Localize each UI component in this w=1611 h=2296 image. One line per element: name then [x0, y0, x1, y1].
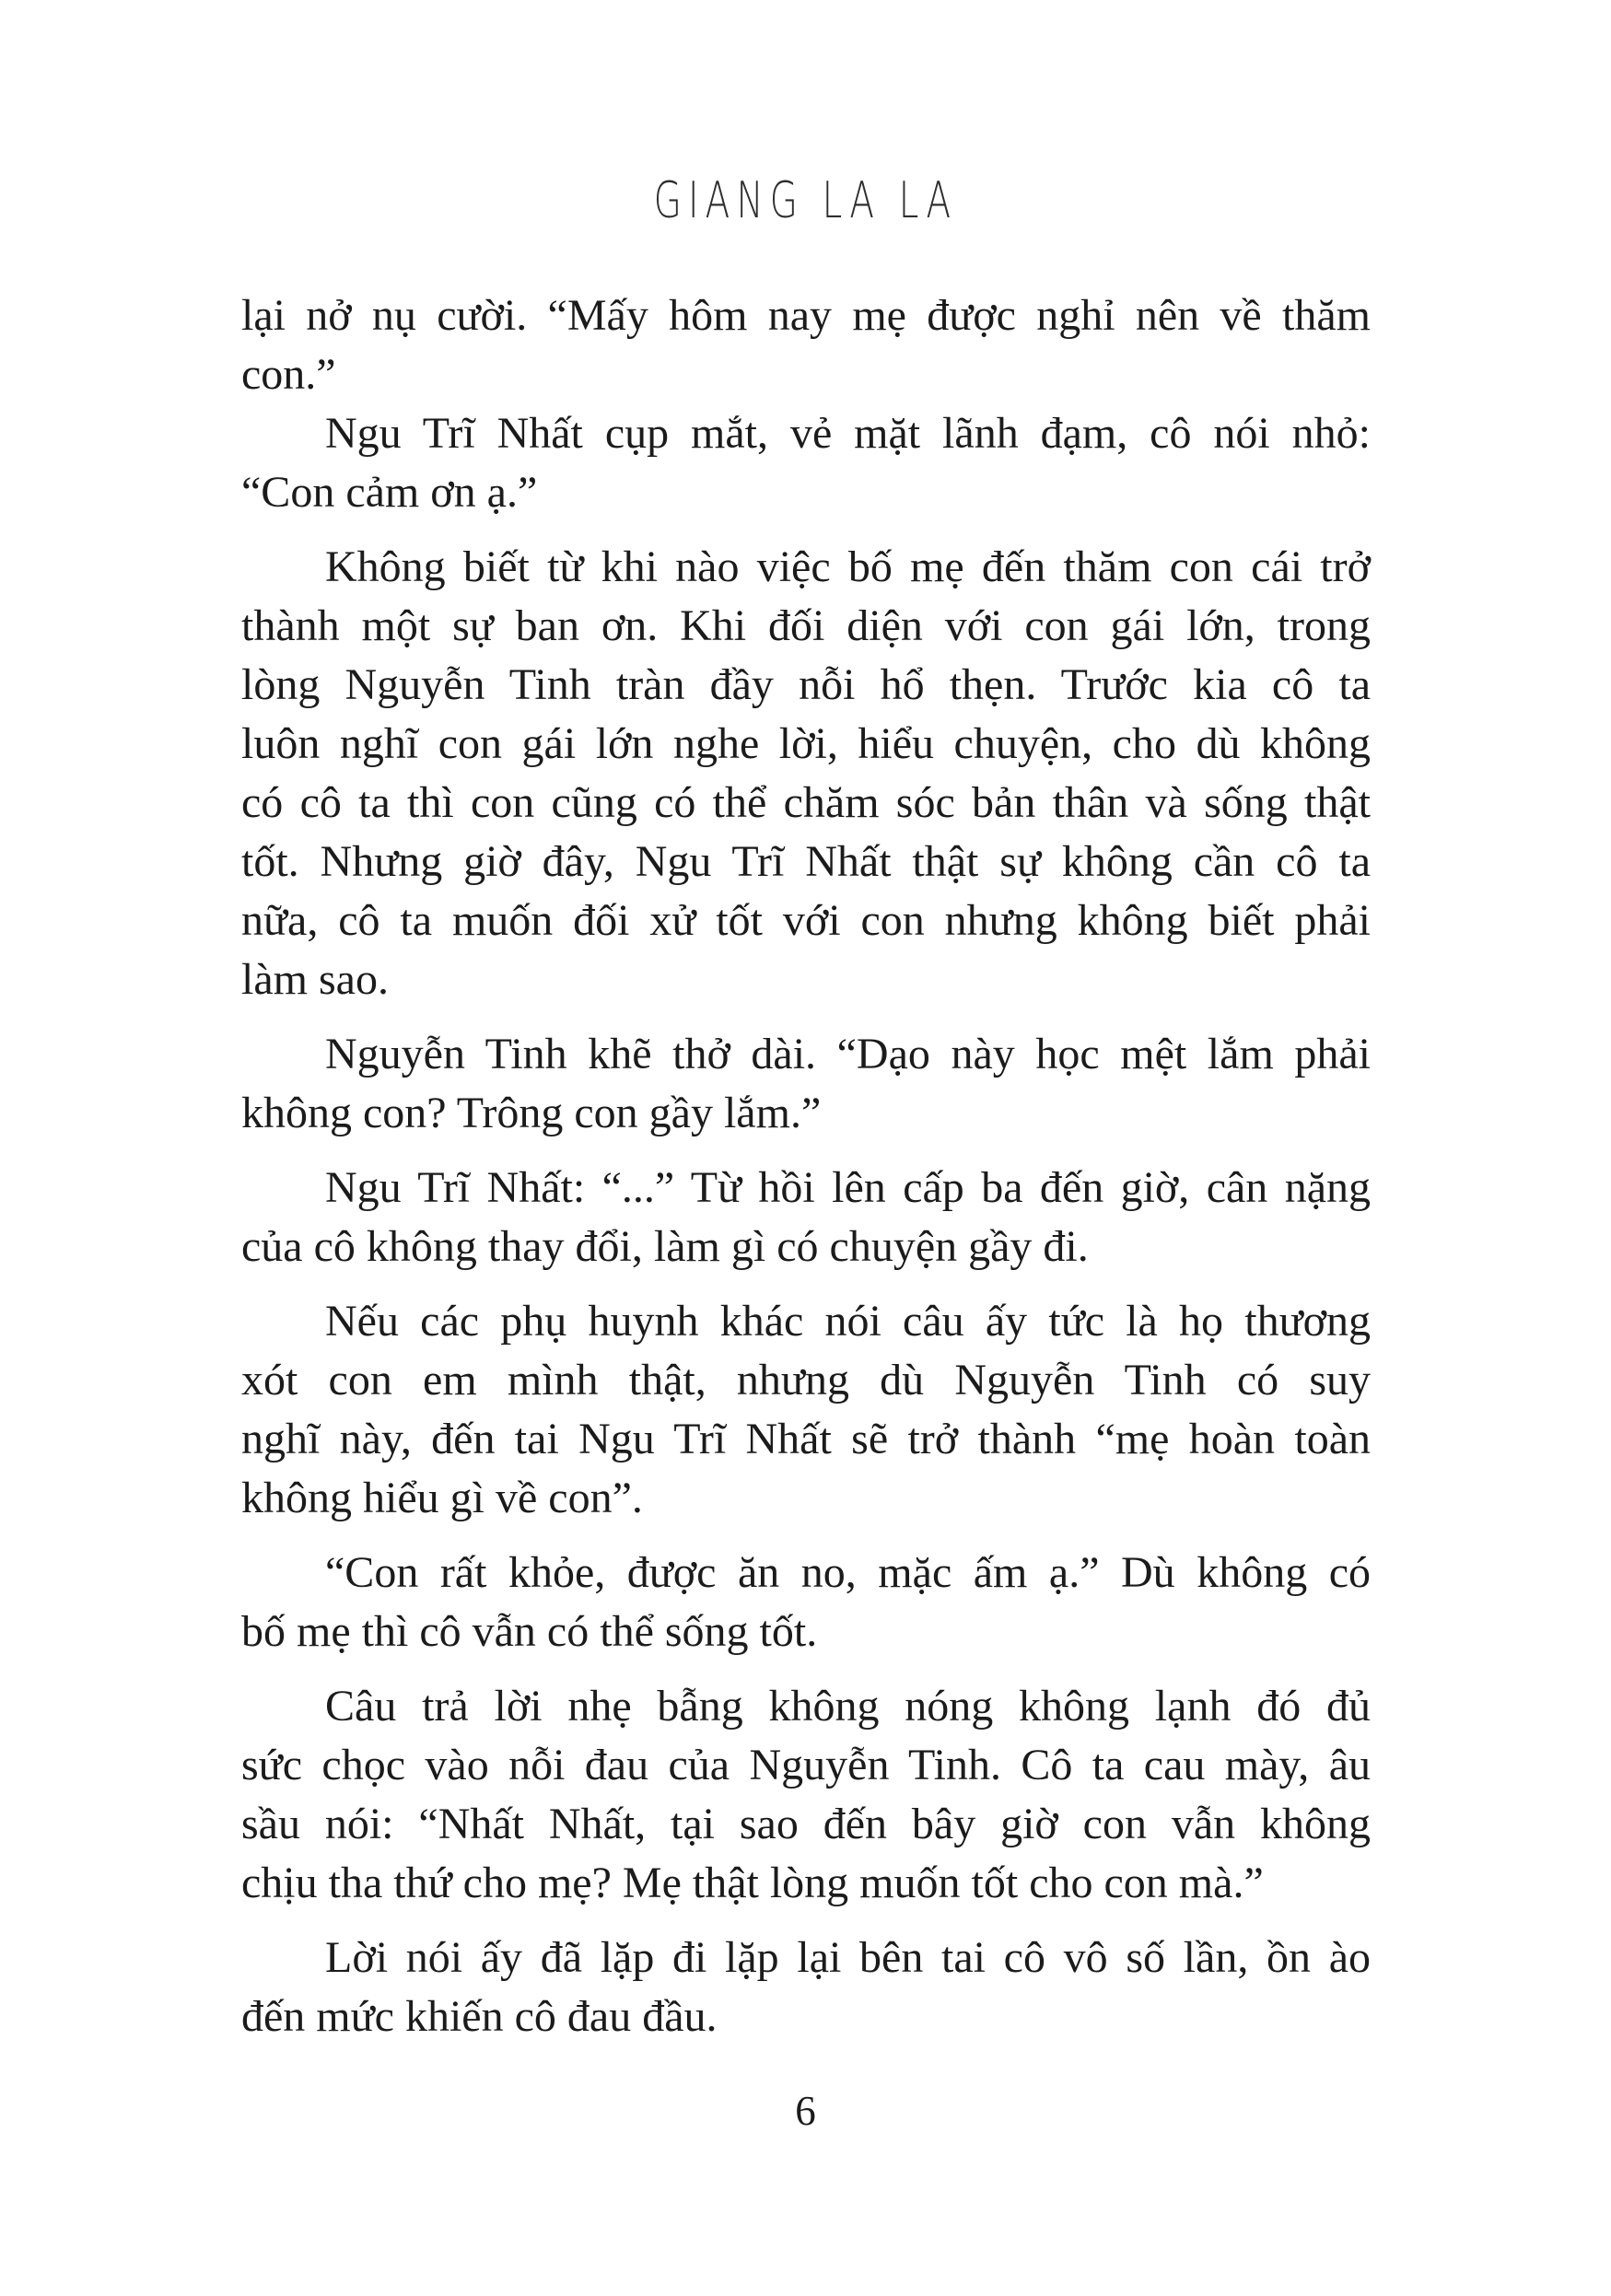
text-line: bố mẹ thì cô vẫn có thể sống tốt. — [241, 1607, 818, 1656]
page-body — [241, 286, 1371, 2046]
page-number: 6 — [795, 2088, 816, 2134]
text-line: Câu trả lời nhẹ bẫng không nóng không lạnh đó đủ — [325, 1682, 1371, 1731]
text-line: luôn nghĩ con gái lớn nghe lời, hiểu chuyện, cho dù không — [241, 719, 1371, 768]
text-line: “Con cảm ơn ạ.” — [241, 468, 538, 517]
paragraph — [241, 404, 1371, 522]
paragraph — [241, 1292, 1371, 1528]
text-line: Không biết từ khi nào việc bố mẹ đến thăm con cái trở — [325, 542, 1371, 591]
text-line: nghĩ này, đến tai Ngu Trĩ Nhất sẽ trở thành “mẹ hoàn toàn — [241, 1415, 1371, 1463]
text-line: con.” — [241, 350, 336, 399]
text-line: không con? Trông con gầy lắm.” — [241, 1089, 822, 1137]
text-line: Ngu Trĩ Nhất cụp mắt, vẻ mặt lãnh đạm, cô nói nhỏ: — [325, 409, 1371, 458]
text-line: lại nở nụ cười. “Mấy hôm nay mẹ được nghỉ nên về thăm — [241, 291, 1371, 340]
text-line: tốt. Nhưng giờ đây, Ngu Trĩ Nhất thật sự không cần cô ta — [241, 837, 1371, 886]
text-line: làm sao. — [241, 955, 389, 1004]
paragraph — [241, 1025, 1371, 1143]
paragraph — [241, 538, 1371, 1009]
text-line: không hiểu gì về con”. — [241, 1474, 643, 1522]
text-line: lòng Nguyễn Tinh tràn đầy nỗi hổ thẹn. Trước kia cô ta — [241, 660, 1371, 709]
paragraph — [241, 286, 1371, 404]
text-line: sầu nói: “Nhất Nhất, tại sao đến bây giờ con vẫn không — [241, 1800, 1371, 1848]
text-line: thành một sự ban ơn. Khi đối diện với con gái lớn, trong — [241, 601, 1371, 650]
text-line: sức chọc vào nỗi đau của Nguyễn Tinh. Cô ta cau mày, âu — [241, 1741, 1371, 1789]
text-line: của cô không thay đổi, làm gì có chuyện gầy đi. — [241, 1222, 1089, 1271]
text-line: xót con em mình thật, nhưng dù Nguyễn Tinh có suy — [241, 1356, 1371, 1404]
text-line: “Con rất khỏe, được ăn no, mặc ấm ạ.” Dù không có — [325, 1548, 1371, 1597]
running-header: GIANG LA LA — [653, 171, 958, 229]
paragraph — [241, 1677, 1371, 1913]
text-line: có cô ta thì con cũng có thể chăm sóc bản thân và sống thật — [241, 778, 1371, 827]
paragraph — [241, 1159, 1371, 1276]
text-line: chịu tha thứ cho mẹ? Mẹ thật lòng muốn tốt cho con mà.” — [241, 1859, 1264, 1907]
text-line: đến mức khiến cô đau đầu. — [241, 1992, 718, 2041]
paragraph — [241, 1544, 1371, 1661]
text-line: Lời nói ấy đã lặp đi lặp lại bên tai cô vô số lần, ồn ào — [325, 1933, 1371, 1982]
paragraph — [241, 1929, 1371, 2046]
text-line: Ngu Trĩ Nhất: “...” Từ hồi lên cấp ba đến giờ, cân nặng — [325, 1163, 1371, 1212]
text-line: Nguyễn Tinh khẽ thở dài. “Dạo này học mệt lắm phải — [325, 1030, 1371, 1078]
text-line: nữa, cô ta muốn đối xử tốt với con nhưng không biết phải — [241, 896, 1371, 945]
text-line: Nếu các phụ huynh khác nói câu ấy tức là họ thương — [325, 1297, 1371, 1346]
